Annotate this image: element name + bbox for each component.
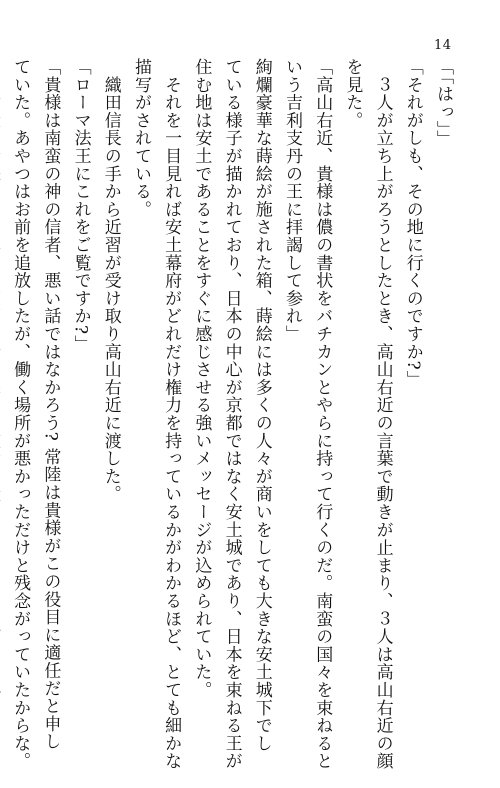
- text-line: 「「はっ」」: [433, 58, 453, 148]
- page-number: 14: [434, 38, 452, 53]
- text-line: 「それがしも、その地に行くのですか?」: [402, 58, 423, 389]
- text-line: 「ローマ法王にこれをご覧ですか?」: [70, 58, 91, 353]
- text-line: 「高山右近、貴様は儂の書状をバチカンとやらに持って行くのだ。南蛮の国々を束ねると: [312, 58, 333, 770]
- text-line: [0, 58, 5, 678]
- text-line: 「貴様は南蛮の神の信者、悪い話ではなかろう? 常陸は貴様がこの役目に適任だと申し: [40, 58, 61, 751]
- text-line: ていた。あやつはお前を追放したが、働く場所が悪かっただけと残念がっていたからな。: [10, 58, 31, 770]
- text-line: ている様子が描かれており、日本の中心が京都ではなく安土城であり、日本を束ねる王が: [221, 58, 242, 770]
- text-line: 住む地は安土であることをすぐに感じさせる強いメッセージが込められていた。: [191, 58, 212, 699]
- text-line: 絢爛豪華な蒔絵が施された箱、蒔絵には多くの人々が商いをしても大きな安土城下でし: [251, 58, 272, 753]
- text-line: 描写がされている。: [130, 58, 151, 219]
- text-line: 織田信長の手から近習が受け取り高山右近に渡した。: [100, 58, 121, 503]
- vertical-text-body: [10, 58, 458, 770]
- text-line: それを一目見れば安土幕府がどれだけ権力を持っているかがわかるほど、とても細かな: [161, 58, 182, 770]
- text-line: いう吉利支丹の王に拝謁して参れ」: [281, 58, 302, 343]
- text-line: ３人が立ち上がろうとしたとき、高山右近の言葉で動きが止まり、３人は高山右近の顔: [372, 58, 393, 770]
- text-line: を見た。: [342, 58, 363, 130]
